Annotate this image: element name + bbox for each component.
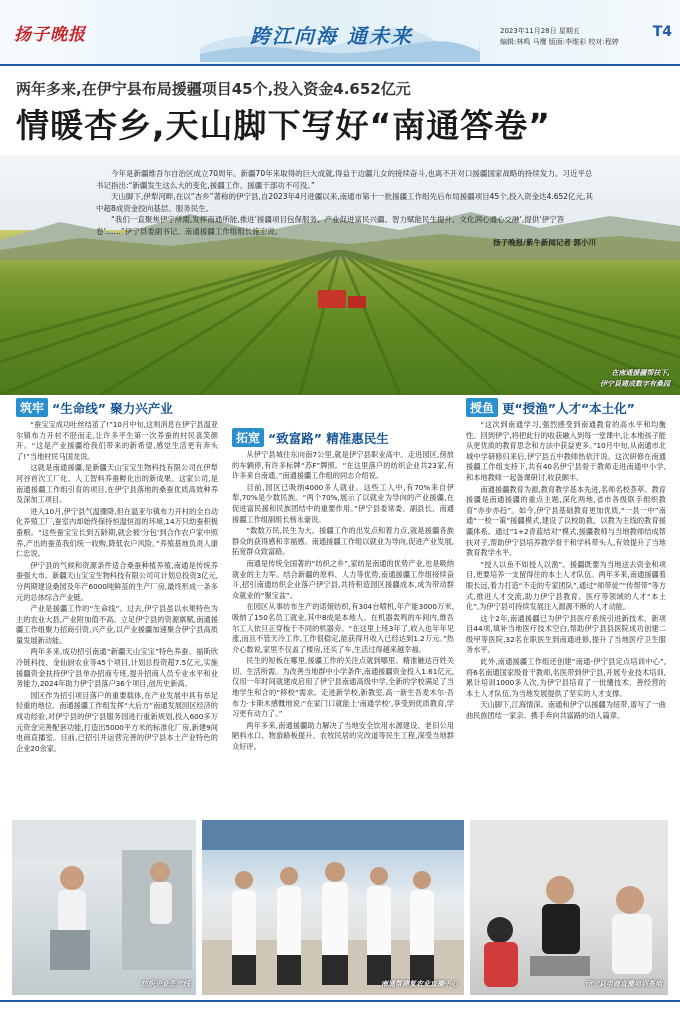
- byline: 扬子晚报/紫牛新闻记者 郭小川: [493, 238, 596, 247]
- paragraph: “这次到南通学习,强烈感受到南通教育的高水平和均衡性。回到伊宁,将把此行的收获融入到每一堂课中,让本地孩子能从更优质的教育思念和方法中获益更多。”10月中旬,从南通市北城中学研修归来后,伊宁县五中教师热依汗说。这次研修在南通援疆工作组支持下,共有40名伊宁县骨干教师走进南通中小学,和本地教师一起备课研讨,收获颇丰。: [466, 420, 666, 482]
- bottom-rule: [0, 1000, 680, 1002]
- masthead-date: 2023年11月28日 星期五: [500, 27, 580, 35]
- paragraph: 民生的短板在哪里,援疆工作的关注点就到哪里。精准触达百姓关切、生活所需。为改善当地群中小学条件,南通援疆资金投入1.61亿元,仅用一年时间就建成启用了伊宁县南通高级中学,全新的学校满足了当地学生和合的“移校”需求。走进新学校,新教室,高一新生吾麦木尔·吾布力·卡斯木感慨地说:“在家门口就能上‘南通学校’,享受到优质教育,学习更有动力了。”: [232, 656, 454, 719]
- article-column-3: [466, 420, 666, 816]
- photo-caption: 南通帮建复农业直播中心: [381, 980, 458, 988]
- photo-officials-visit: [202, 820, 464, 995]
- paragraph: “蚕宝宝成功吐丝结茧了!”10月中旬,这则消息在伊宁县温亚尔镇布力开村不胫而走,让许多平生第一次养蚕的村民喜笑颜开。“这是产业援疆给我们带来的新希望,感觉生活更有奔头了!”当地村民马国龙说。: [16, 420, 218, 461]
- paragraph: 两年多来,成功招引南通“新疆天山宝宝”特色养蚕、福斯欣冷链科技、金仙厨农业等45个项目,计划总投资超7.5亿元,实施援疆资金扶持伊宁县单办招商专班,提升招商人员专业水平和业务能力,2024年助力伊宁县落户36个项目,创历史新高。: [16, 647, 218, 689]
- section-badge: 筑牢: [16, 398, 48, 417]
- section-badge: 拓宽: [232, 428, 264, 447]
- paragraph: 这个2年,南通援疆已为伊宁县医疗系统引进新技术、新项目44项,填补当地医疗技术空白,帮助伊宁县县医院成功创建二级甲等医院,32名在职医生到南通进修,提升了当地医疗卫生服务水平。: [466, 613, 666, 655]
- intro-text: [96, 168, 596, 249]
- photo-illustration: [202, 820, 464, 995]
- newspaper-logo: 扬子晚报: [14, 25, 86, 45]
- section-header-3: [466, 398, 635, 417]
- paragraph: 南通援疆教育为源,教育教学基本先进,名师名校荟萃。教育援疆是南通援疆的重点主题,深化两地,省市各级联手组织教育“亦步亦趋”。如今,伊宁县基础教育更加优质,“一县一中”南通“一校一策”援疆模式,建设了以校助教、以教为主线的教育援疆体系。通过“1+2青蓝结对”模式,援疆教师与当地教师结成帮扶对子,帮助伊宁县培养教学骨干和学科带头人,有效提升了当地教育教学水平。: [466, 484, 666, 558]
- section-header-2: [232, 428, 389, 447]
- paragraph: 此外,南通援疆工作组还创建“南通-伊宁县定点培训中心”,将6名南通国家级骨干教师,名医带到伊宁县,开展专业技术培训,累计培训1000多人次,为伊宁县培育了一批懂技术、善经营的本土人才队伍,为当地发展提供了坚实的人才支撑。: [466, 657, 666, 698]
- paragraph: 伊宁县的气候和资源条件适合桑蚕种植养殖,南通是传统养蚕强大市。新疆天山宝宝生物科技有限公司可计划总投资3亿元,分两期建设桑园及年产6000吨鲜茧的生产厂房,最终形成一条多元的总体综合产业链。: [16, 560, 218, 602]
- paragraph: “数数万民,民生为大。援疆工作的出发点和着力点,就是援疆各族群众的获得感和幸福感。南通援疆工作组以就业为导向,促进产业发展,拓宽群众致富路。: [232, 526, 454, 557]
- photo-caption: 伊宁县电商直播培训基地: [585, 980, 662, 988]
- paragraph: 南通是传统全国著的“纺织之乡”,家纺是南通的优势产业,也是吸纳就业的主力军。结合新疆的原料、人力等优势,南通援疆工作组接续奋斗,招引南通纺织企业落户伊宁县,共持积造园区援疆成本,成为带动群众就业的“聚宝盆”。: [232, 558, 454, 600]
- paragraph: 这就是南通援疆,是新疆天山宝宝生物科技有限公司在伊犁河谷首次工厂化、人工智料养蚕孵化出的新成果。这家公司,是南通援疆工作组引育的项目,在伊宁县落地的桑蚕优质高效种养及深加工项目。: [16, 463, 218, 505]
- photo-textile-workers: [12, 820, 196, 995]
- section-title: “致富路” 精准惠民生: [268, 430, 389, 446]
- photo-illustration: [12, 820, 196, 995]
- photo-livestream-training: [470, 820, 668, 995]
- intro-paragraph: “我们一直聚焦伊宁所需,发挥南通所能,推进‘援疆项目包保服务、产业促进富民兴疆、智力赋能民生提升、文化润心通心交融’,提供‘伊宁答卷’……”伊宁县委副书记、南通援疆工作组组长施宏说。: [96, 215, 565, 236]
- hero-caption-line: 在南通援疆帮扶下,: [611, 369, 670, 377]
- paragraph: 从伊宁县城往东向南7公里,就是伊宁县职业高中。走进园区,傍放的车辆停,有许多标牌“苏F”牌照。“在这里落户的纺织企业共23家,有许多来自南通。”南通援疆工作组的同志介绍说。: [232, 450, 454, 481]
- masthead-slogan: 跨江向海 通未来: [250, 24, 413, 48]
- paragraph: 目前,园区已吸纳4000多人就业。这些工人中,有70%来自伊犁,70%是少数民族。“两个70%,展示了以就业为导向的产业援疆,在促进富民援和民族团结中的重要作用。”伊宁县委常委、副县长、南通援疆工作组副组长杨永豪说。: [232, 482, 454, 524]
- paragraph: “授人以鱼不如授人以渔”。援疆既要为当地送去资金和项目,更要培养一支留得住的本土人才队伍。两年多来,南通援疆着眼长远,着力打造“不走的专家团队”,通过“师带徒”“传帮带”等方式,推进人才交流,助力伊宁县教育、医疗等领域的人才“本土化”,为伊宁县可持续发展注入源源不断的人才动能。: [466, 559, 666, 612]
- section-header-1: [16, 398, 173, 417]
- paragraph: 园区作为招引项目落户的重要载体,在产业发展中具有举足轻重的地位。南通援疆工作组发挥“大后方”南通发展园区经济的成功经验,对伊宁县的伊宁县服务园进行重新规划,投入600多万元资金完善配套功能,打造出5000平方米的标准化厂房,新建9间电商直播室。目前,已招引并运营完善的伊宁县本土产业特色的企业20余家。: [16, 690, 218, 753]
- paragraph: 天山脚下,江海情深。南通和伊宁以援疆为纽带,谱写了一曲曲民族团结一家亲、携手奔向共富路的动人篇章。: [466, 700, 666, 721]
- paragraph: 在园区从事纺布生产的诺娅纺织,有304台喷机,年产能3000万米,吸纳了150名员工就业,其中8成是本地人。在机器轰鸣的车间内,维吾尔工人依旦正穿梭于不同的机器旁。“在这里上班3年了,收入也年年见涨,而且不管天冷工作,工作很稳定,能获得月收入已经达到1.2万元。”热介心数说,家里不仅盖了楼房,还买了车,生活过得越来越幸福。: [232, 602, 454, 654]
- photo-caption: 纺织企业生产线: [141, 980, 190, 988]
- article-column-1: [16, 420, 218, 812]
- article-column-2: [232, 450, 454, 805]
- photo-illustration: [470, 820, 668, 995]
- masthead-editors: 编辑:林鸣 马鹰 版面:李维彩 校对:程婷: [500, 38, 619, 46]
- main-headline: 情暖杏乡,天山脚下写好“南通答卷”: [16, 106, 551, 145]
- intro-paragraph: 今年是新疆维吾尔自治区成立70周年。新疆70年来取得的巨大成就,得益于边疆儿女的接续奋斗,也离不开对口援疆国家战略的持续发力。习近平总书记指出:“新疆发生这么大的变化,援疆工作、援疆干部功不可没。”: [96, 169, 593, 190]
- section-badge: 授鱼: [466, 398, 498, 417]
- masthead: [0, 0, 680, 66]
- paragraph: 两年多来,南通援疆助力解决了当地安全饮用水源建设、老旧公用陋料水口、物游路板提升、农牧民居的灾改道等民生工程,深受当地群众好评。: [232, 720, 454, 752]
- kicker-headline: 两年多来,在伊宁县布局援疆项目45个,投入资金4.652亿元: [16, 80, 411, 98]
- page-number: T4: [652, 24, 672, 40]
- masthead-meta: [500, 26, 670, 48]
- intro-paragraph: 天山脚下,伊犁河畔,在以“杏乡”著称的伊宁县,自2023年4月进疆以来,南通市第十一批援疆工作组先后布局援疆项目45个,投入资金达4.652亿元,其中超8成资金投向基层、服务民生。: [96, 192, 593, 213]
- paragraph: 进入10月,伊宁县气温骤降,但在温亚尔镇布力开村的全自动化养殖工厂,蚕室内却始终保持恒温恒湿的环境,14万只幼蚕积极蚕粮。“这些蚕宝宝长到五龄期,就会被‘分包’到合作农户家中照养,产出的蚕茧我们统一收购,降低农户风险。”养殖基地负责人康仁忠说。: [16, 506, 218, 559]
- hero-caption-line: 伊宁县建成数字有桑园: [600, 380, 670, 388]
- paragraph: 产业是援疆工作的“生命线”。过去,伊宁县虽以水果特色为主的农业大县,产业附加值不高。立足伊宁县的资源禀赋,南通援疆工作组聚力招商引资,兴产业,以产业援疆加速聚合伊宁县高质量发展新动能。: [16, 604, 218, 645]
- section-title: “生命线” 聚力兴产业: [52, 400, 173, 416]
- section-title: 更“授渔”人才“本土化”: [502, 400, 635, 416]
- hero-caption: [540, 368, 670, 390]
